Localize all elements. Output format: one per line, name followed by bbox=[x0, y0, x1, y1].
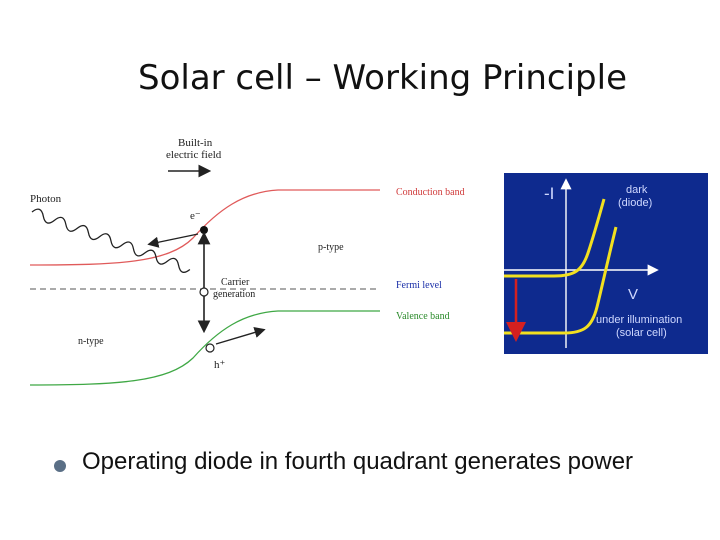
bullet-dot-icon bbox=[54, 460, 66, 472]
slide-title: Solar cell – Working Principle bbox=[137, 58, 627, 98]
hole-label: h⁺ bbox=[214, 359, 226, 371]
built-in-label-1: Built-in bbox=[178, 137, 213, 149]
illumination-label-2: (solar cell) bbox=[616, 327, 667, 339]
valence-band-label: Valence band bbox=[396, 311, 450, 322]
bullet-item bbox=[54, 448, 694, 484]
dark-label-2: (diode) bbox=[618, 197, 653, 209]
dark-label-1: dark bbox=[626, 184, 648, 196]
photon-label: Photon bbox=[30, 193, 62, 205]
n-type-label: n-type bbox=[78, 336, 104, 347]
electron-drift-arrow bbox=[150, 234, 198, 244]
generation-point bbox=[200, 288, 208, 296]
electron-dot bbox=[200, 226, 208, 234]
hole-dot bbox=[206, 344, 214, 352]
iv-characteristic-panel bbox=[504, 173, 708, 354]
illumination-label-1: under illumination bbox=[596, 314, 683, 326]
electron-label: e⁻ bbox=[190, 210, 201, 222]
conduction-band-label: Conduction band bbox=[396, 187, 465, 198]
hole-drift-arrow bbox=[216, 330, 263, 344]
bullet-text: Operating diode in fourth quadrant generates power bbox=[82, 448, 634, 475]
voltage-axis-label: V bbox=[628, 286, 639, 303]
valence-band-curve bbox=[30, 311, 380, 385]
built-in-label-2: electric field bbox=[166, 149, 222, 161]
band-diagram bbox=[28, 130, 498, 400]
fermi-level-label: Fermi level bbox=[396, 280, 442, 291]
carrier-label-2: generation bbox=[213, 289, 256, 300]
current-axis-label: -I bbox=[544, 184, 555, 203]
carrier-label-1: Carrier bbox=[221, 277, 250, 288]
p-type-label: p-type bbox=[318, 242, 344, 253]
